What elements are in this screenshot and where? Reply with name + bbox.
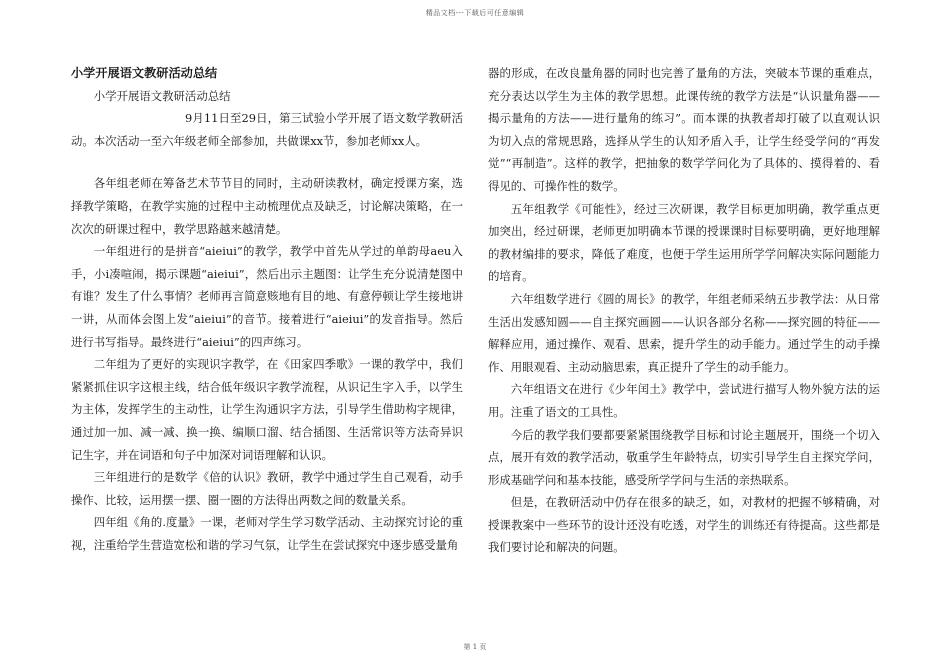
- paragraph-grade-5: 五年组教学《可能性》，经过三次研课，教学目标更加明确，教学重点更加突出，经过研课，老师更加明确本节课的授课课时目标要明确，更好地理解的教材编排的要求，降低了难度，也便于学生运用所学学问解决实际问题能力的培育。: [488, 201, 880, 284]
- paragraph-grade-2: 二年组为了更好的实现识字教学，在《田家四季歌》一课的教学中，我们紧紧抓住识字这根主线，结合低年级识字教学流程，从识记生字入手，以学生为主体，发挥学生的主动性，让学生沟通识字方法，引导学生借助构字规律，通过加一加、减一减、换一换、编顺口溜、结合插图、生活常识等方法奇异识记生字，并在词语和句子中加深对词语理解和认识。: [71, 357, 463, 462]
- paragraph-preparation: 各年组老师在筹备艺术节节目的同时，主动研读教材，确定授课方案，选择教学策略，在教学实施的过程中主动梳理优点及缺乏，讨论解决策略，在一次次的研课过程中，教学思路越来越清楚。: [71, 176, 463, 236]
- document-title: 小学开展语文教研活动总结: [71, 66, 218, 80]
- paragraph-grade-3: 三年组进行的是数学《倍的认识》教研，教学中通过学生自己观看，动手操作、比较，运用摆一摆、圈一圈的方法得出两数之间的数量关系。: [71, 470, 463, 507]
- paragraph-grade-4-continued: 器的形成，在改良量角器的同时也完善了量角的方法，突破本节课的重难点，充分表达以学生为主体的教学思想。此课传统的教学方法是“认识量角器——揭示量角的方法——进行量角的练习”。而本课的执教者却打破了以直观认识为切入点的常规思路，选择从学生的认知矛盾入手，让学生经受学问的“再发觉”“再制造”。这样的教学，把抽象的数学学问化为了具体的、摸得着的、看得见的、可操作性的数学。: [488, 66, 880, 193]
- paragraph-grade-6-chinese: 六年组语文在进行《少年闰土》教学中，尝试进行描写人物外貌方法的运用。注重了语文的工具性。: [488, 382, 880, 419]
- paragraph-future-plan: 今后的教学我们要都要紧紧围绕教学目标和讨论主题展开，围绕一个切入点，展开有效的教学活动，敬重学生年龄特点，切实引导学生自主探究学问，形成基础学问和基本技能，感受所学学问与生活的亲热联系。: [488, 427, 880, 487]
- right-column: [488, 62, 880, 559]
- paragraph-grade-6-math: 六年组数学进行《圆的周长》的教学，年组老师采纳五步教学法：从日常生活出发感知圆——自主探究画圆——认识各部分名称——探究圆的特征——解释应用，通过操作、观看、思索，提升学生的动手能力。通过学生的动手操作、用眼观看、主动动脑思索，真正提升了学生的动手能力。: [488, 291, 880, 374]
- paragraph-shortcomings: 但是，在教研活动中仍存在很多的缺乏，如，对教材的把握不够精确，对授课教案中一些环节的设计还没有吃透，对学生的训练还有待提高。这些都是我们要讨论和解决的问题。: [488, 495, 880, 555]
- paragraph-gap: [71, 152, 463, 172]
- document-subtitle: 小学开展语文教研活动总结: [93, 88, 231, 103]
- document-header-note: 精品文档---下载后可任意编辑: [425, 9, 525, 17]
- left-column: [71, 62, 463, 556]
- paragraph-intro: 9月11日至29日，第三试验小学开展了语文数学教研活动。本次活动一至六年级老师全部参加，共做课xx节，参加老师xx人。: [71, 111, 463, 148]
- paragraph-grade-1: 一年组进行的是拼音“aieiui”的教学，教学中首先从学过的单韵母aeu入手，小i凑喧闹，揭示课题“aieiui”，然后出示主题图：让学生充分说清楚图中有谁？发生了什么事情？老师再言简意赅地有目的地、有意停顿让学生接地讲一讲，从而体会图上发“aieiui”的音节。接着进行“aieiui”的发音指导。然后进行书写指导。最终进行“aieiui”的四声练习。: [71, 244, 463, 349]
- page-number: 第 1 页: [463, 643, 487, 651]
- paragraph-grade-4: 四年组《角的.度量》一课，老师对学生学习数学活动、主动探究讨论的重视，注重给学生营造宽松和谐的学习气氛，让学生在尝试探究中逐步感受量角: [71, 515, 463, 552]
